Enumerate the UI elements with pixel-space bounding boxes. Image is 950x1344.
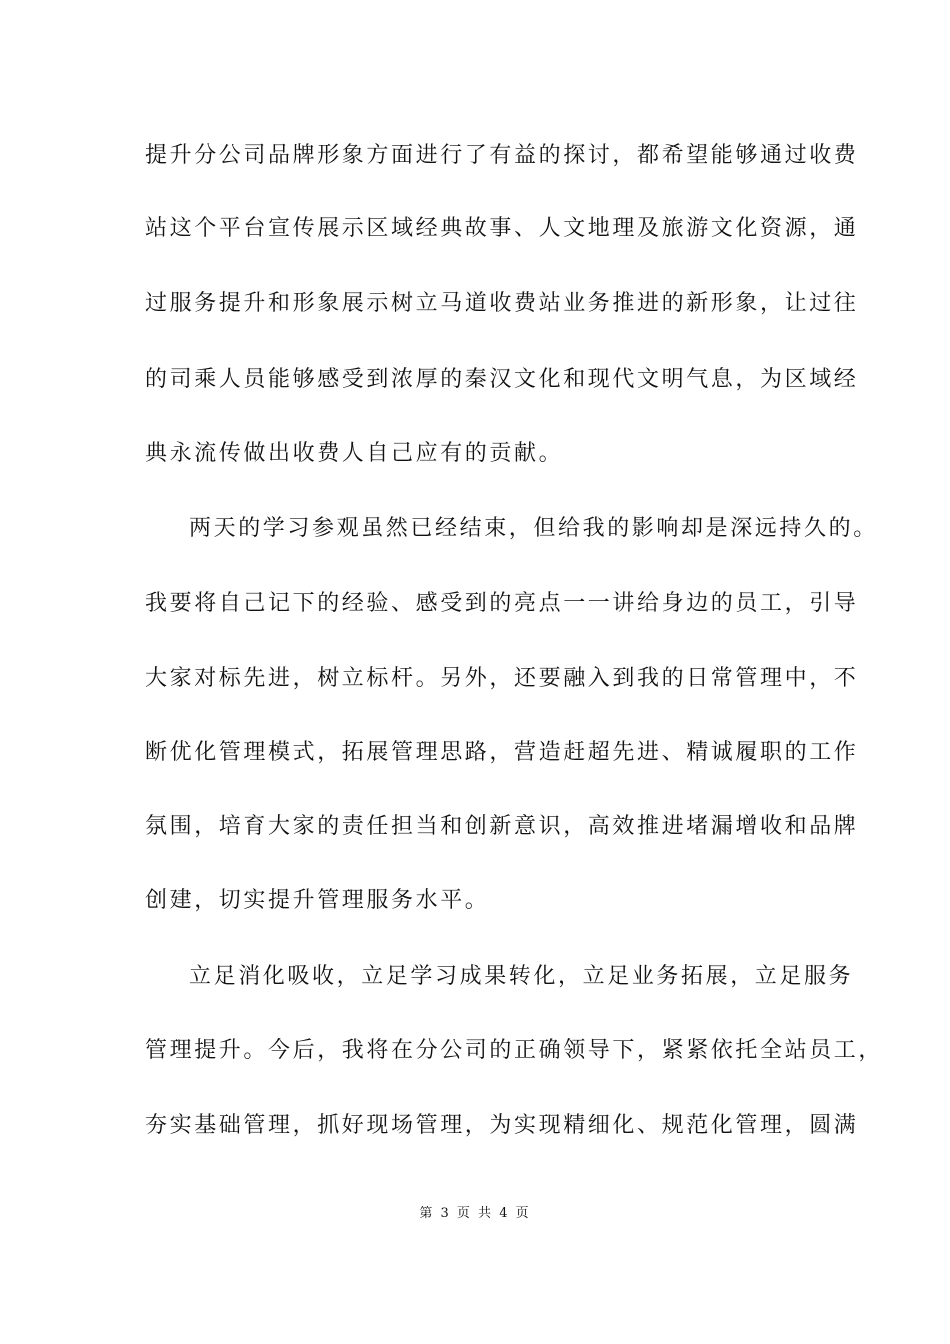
body-text-line: 夯实基础管理，抓好现场管理，为实现精细化、规范化管理，圆满 bbox=[145, 1113, 859, 1138]
paragraph-start-line: 立足消化吸收，立足学习成果转化，立足业务拓展，立足服务 bbox=[189, 964, 854, 989]
body-text-line: 氛围，培育大家的责任担当和创新意识，高效推进堵漏增收和品牌 bbox=[145, 814, 859, 839]
body-text-line: 大家对标先进，树立标杆。另外，还要融入到我的日常管理中，不 bbox=[145, 666, 859, 691]
paragraph-start-line: 两天的学习参观虽然已经结束，但给我的影响却是深远持久的。 bbox=[189, 516, 878, 541]
body-text-line: 我要将自己记下的经验、感受到的亮点一一讲给身边的员工，引导 bbox=[145, 591, 859, 616]
body-text-line: 站这个平台宣传展示区域经典故事、人文地理及旅游文化资源，通 bbox=[145, 216, 859, 241]
body-text-line: 过服务提升和形象展示树立马道收费站业务推进的新形象，让过往 bbox=[145, 291, 859, 316]
body-text-line: 提升分公司品牌形象方面进行了有益的探讨，都希望能够通过收费 bbox=[145, 143, 859, 168]
page-number-footer: 第 3 页 共 4 页 bbox=[419, 1206, 531, 1221]
body-text-line: 创建，切实提升管理服务水平。 bbox=[145, 888, 490, 913]
body-text-line: 管理提升。今后，我将在分公司的正确领导下，紧紧依托全站员工， bbox=[145, 1038, 884, 1063]
body-text-line: 的司乘人员能够感受到浓厚的秦汉文化和现代文明气息，为区域经 bbox=[145, 367, 859, 392]
body-text-line: 典永流传做出收费人自己应有的贡献。 bbox=[145, 441, 564, 466]
body-text-line: 断优化管理模式，拓展管理思路，营造赶超先进、精诚履职的工作 bbox=[145, 740, 859, 765]
